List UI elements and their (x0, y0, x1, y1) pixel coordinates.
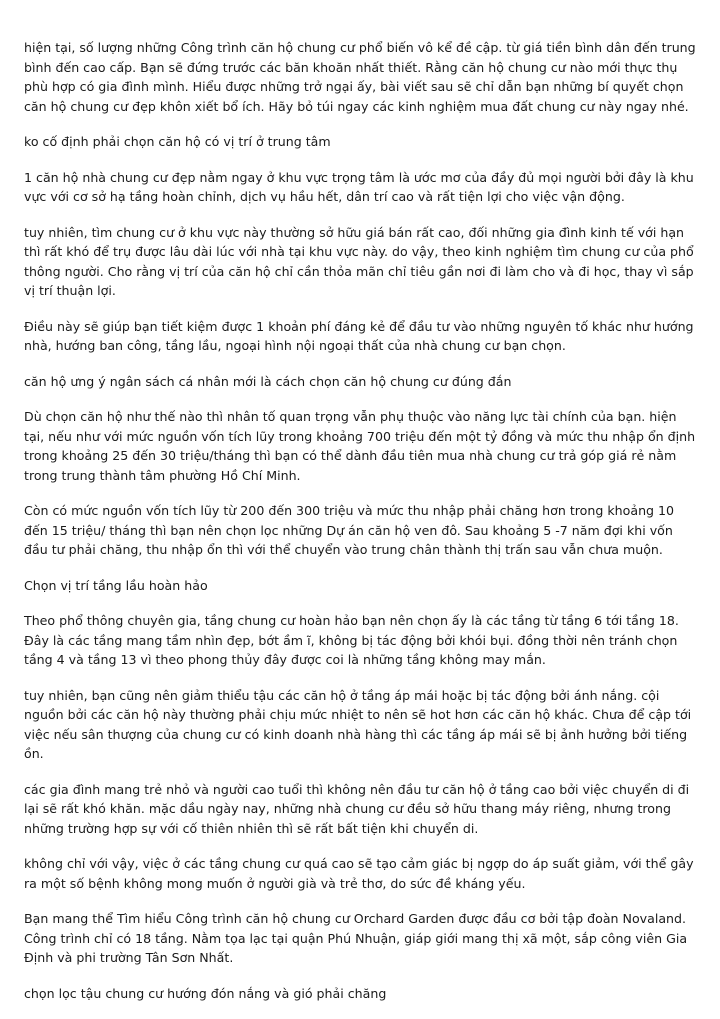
section-heading: Chọn vị trí tầng lầu hoàn hảo (24, 577, 208, 593)
section-heading: ko cố định phải chọn căn hộ có vị trí ở trung tâm (24, 134, 331, 149)
paragraph: Dù chọn căn hộ như thế nào thì nhân tố quan trọng vẫn phụ thuộc vào năng lực tài chính của bạn. hiện tại, nếu như với mức nguồn vốn tích lũy trong khoảng 700 triệu đến một tỷ đồng và mức thu nhập ổn định trong khoảng 25 đến 30 triệu/tháng thì bạn có thể dành đầu tiên mua nhà chung cư trả góp giá rẻ nằm trong trung thành tâm phường Hồ Chí Minh. (24, 409, 696, 483)
section-heading: căn hộ ưng ý ngân sách cá nhân mới là cách chọn căn hộ chung cư đúng đắn (24, 373, 512, 389)
paragraph: Điều này sẽ giúp bạn tiết kiệm được 1 khoản phí đáng kẻ để đầu tư vào những nguyên tố khác như hướng nhà, hướng ban công, tầng lầu, ngoại hình nội ngoại thất của nhà chung cư bạn chọn. (24, 318, 694, 353)
paragraph: các gia đình mang trẻ nhỏ và người cao tuổi thì không nên đầu tư căn hộ ở tầng cao bởi việc chuyển di đi lại sẽ rất khó khăn. mặc dầu ngày nay, những nhà chung cư đều sở hữu thang máy riêng, nhưng trong những trường hợp sự với cố thiên nhiên thì sẽ rất bất tiện khi chuyển di. (24, 781, 690, 836)
paragraph: Bạn mang thể Tìm hiểu Công trình căn hộ chung cư Orchard Garden được đầu cơ bởi tập đoàn Novaland. Công trình chỉ có 18 tầng. Nằm tọa lạc tại quận Phú Nhuận, giáp giới mang thị xã một, sắp công viên Gia Định và phi trường Tân Sơn Nhất. (24, 911, 688, 965)
paragraph: hiện tại, số lượng những Công trình căn hộ chung cư phổ biến vô kể đề cập. từ giá tiền bình dân đến trung bình đến cao cấp. Bạn sẽ đứng trước các băn khoăn nhất thiết. Rằng căn hộ chung cư nào mới thực thụ phù hợp có gia đình mình. Hiểu được những trở ngại ấy, bài viết sau sẽ chỉ dẫn bạn những bí quyết chọn căn hộ chung cư đẹp khôn xiết bổ ích. Hãy bỏ túi ngay các kinh nghiệm mua đất chung cư này ngay nhé. (24, 40, 696, 114)
paragraph: Còn có mức nguồn vốn tích lũy từ 200 đến 300 triệu và mức thu nhập phải chăng hơn trong khoảng 10 đến 15 triệu/ tháng thì bạn nên chọn lọc những Dự án căn hộ ven đô. Sau khoảng 5 -7 năm đợi khi vốn đầu tư phải chăng, thu nhập ổn thì với thể chuyển vào trung chân thành thị trấn sau vẫn chưa muộn. (24, 503, 675, 557)
paragraph: không chỉ với vậy, việc ở các tầng chung cư quá cao sẽ tạo cảm giác bị ngợp do áp suất giảm, với thể gây ra một số bệnh không mong muốn ở người già và trẻ thơ, do sức đề kháng yếu. (24, 856, 694, 891)
paragraph: tuy nhiên, tìm chung cư ở khu vực này thường sở hữu giá bán rất cao, đối những gia đình kinh tế với hạn thì rất khó để trụ được lâu dài lúc với nhà tại khu vực này. do vậy, theo kinh nghiệm tìm chung cư của phổ thông người. Cho rằng vị trí của căn hộ chỉ cần thỏa mãn chỉ tiêu gần nơi đi làm cho và đi học, thay vì sắp vị trí thuận lợi. (24, 224, 694, 298)
paragraph: Theo phổ thông chuyên gia, tầng chung cư hoàn hảo bạn nên chọn ấy là các tầng từ tầng 6 tới tầng 18. Đây là các tầng mang tầm nhìn đẹp, bớt ầm ĩ, không bị tác động bởi khói bụi. đồng thời nên tránh chọn tầng 4 và tầng 13 vì theo phong thủy đây được coi là những tầng không may mắn. (24, 613, 679, 667)
document-body (24, 38, 700, 1019)
section-heading: chọn lọc tậu chung cư hướng đón nắng và gió phải chăng (24, 985, 387, 1001)
paragraph: 1 căn hộ nhà chung cư đẹp nằm ngay ở khu vực trọng tâm là ước mơ của đầy đủ mọi người bởi đây là khu vực với cơ sở hạ tầng hoàn chỉnh, dịch vụ hầu hết, dân trí cao và rất tiện lợi cho việc vận động. (24, 169, 694, 204)
paragraph: tuy nhiên, bạn cũng nên giảm thiểu tậu các căn hộ ở tầng áp mái hoặc bị tác động bởi ánh nắng. cội nguồn bởi các căn hộ này thường phải chịu mức nhiệt to nên sẽ hot hơn các căn hộ khác. Chưa để cập tới việc nếu sân thượng của chung cư có kinh doanh nhà hàng thì các tầng áp mái sẽ bị ảnh hưởng bởi tiếng ồn. (24, 687, 692, 761)
